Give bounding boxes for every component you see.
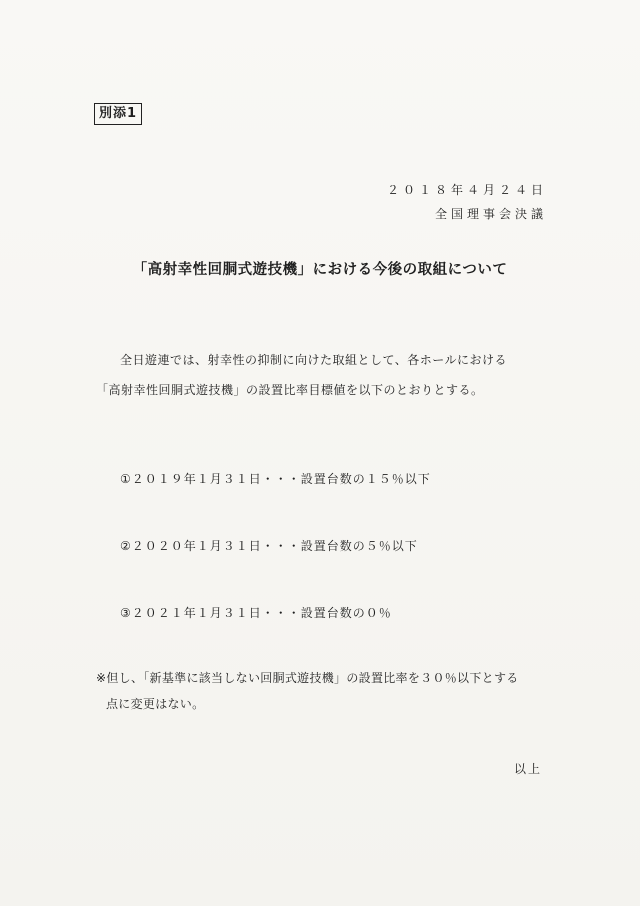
target-item-1: ①２０１９年１月３１日・・・設置台数の１５％以下 xyxy=(120,472,431,486)
target-item-3: ③２０２１年１月３１日・・・設置台数の０％ xyxy=(120,606,392,620)
intro-line-2: 「高射幸性回胴式遊技機」の設置比率目標値を以下のとおりとする。 xyxy=(96,383,484,397)
closing-text: 以上 xyxy=(513,762,542,776)
issuer-name: 全国理事会決議 xyxy=(434,207,547,221)
note-line-1: ※但し、「新基準に該当しない回胴式遊技機」の設置比率を３０％以下とする xyxy=(96,671,519,685)
intro-paragraph xyxy=(96,345,566,405)
note-line-2: 点に変更はない。 xyxy=(106,697,205,711)
header-block xyxy=(387,178,547,226)
attachment-label: 別添1 xyxy=(94,103,142,125)
intro-line-1: 全日遊連では、射幸性の抑制に向けた取組として、各ホールにおける xyxy=(120,353,508,367)
note-paragraph xyxy=(96,665,566,717)
document-title: 「高射幸性回胴式遊技機」における今後の取組について xyxy=(132,262,508,278)
document-date: ２０１８年４月２４日 xyxy=(386,183,547,197)
target-item-2: ②２０２０年１月３１日・・・設置台数の５％以下 xyxy=(120,539,418,553)
